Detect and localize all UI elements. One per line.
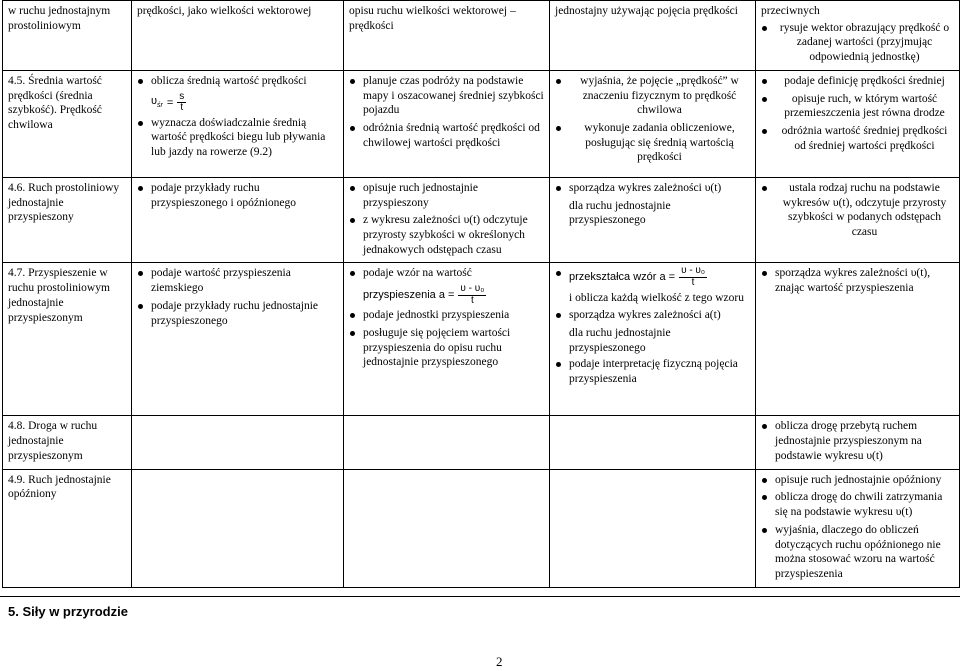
section-divider [0,596,960,597]
level-4-cell [756,177,960,263]
list-item: podaje interpretację fizyczną pojęcia przyspieszenia [555,357,750,386]
topic-cell: 4.6. Ruch prostoliniowy jednostajnie przyspieszony [3,177,132,263]
list-item: planuje czas podróży na podstawie mapy i oszacowanej średniej szybkości pojazdu [349,74,544,118]
list-item: opisuje ruch, w którym wartość przemieszczenia jest równa drodze [761,92,954,121]
level-3-cell [550,70,756,177]
level-3-cell [550,469,756,587]
level-4-cell [756,469,960,587]
list-item: podaje przykłady ruchu jednostajnie przyspieszonego [137,299,338,328]
average-speed-formula: $\upsilon_{śr}$ = $\frac{s}{t}$ [151,90,185,114]
table-row [3,1,960,71]
acceleration-formula: przyspieszenia a = $\frac{\text{υ - υ₀}}{t}$ [363,283,485,306]
level-1-cell [132,70,344,177]
list-item: ustala rodzaj ruchu na podstawie wykresów υ(t), odczytuje przyrosty szybkości w podanych odstępach czasu [761,181,954,240]
table-row [3,263,960,416]
level-4-cell [756,70,960,177]
level-4-cell [756,416,960,469]
list-item: wykonuje zadania obliczeniowe, posługując się średnią wartością prędkości [555,121,750,165]
list-item: oblicza drogę do chwili zatrzymania się na podstawie wykresu υ(t) [761,490,954,519]
table-row [3,469,960,587]
table-row [3,70,960,177]
level-3-cell: jednostajny używając pojęcia prędkości [550,1,756,71]
level-4-cell: przeciwnych rysuje wektor obrazujący prędkość o zadanej wartości (przyjmując odpowiednią jednostkę) [756,1,960,71]
page-number: 2 [496,654,503,669]
level-2-cell [344,263,550,416]
level-4-cell [756,263,960,416]
list-item: podaje definicję prędkości średniej [761,74,954,89]
list-item: podaje wzór na wartość [349,266,544,281]
list-item: wyznacza doświadczalnie średnią wartość prędkości biegu lub pływania lub jazdy na rowerze (9.2) [137,116,338,160]
list-item: podaje przykłady ruchu przyspieszonego i opóźnionego [137,181,338,210]
topic-cell: w ruchu jednostajnym prostoliniowym [3,1,132,71]
list-item: opisuje ruch jednostajnie opóźniony [761,473,954,488]
topic-cell: 4.7. Przyspieszenie w ruchu prostoliniowym jednostajnie przyspieszonym [3,263,132,416]
list-item: wyjaśnia, że pojęcie „prędkość” w znaczeniu fizycznym to prędkość chwilowa [555,74,750,118]
list-item: rysuje wektor obrazujący prędkość o zadanej wartości (przyjmując odpowiednią jednostkę) [761,21,954,65]
list-item: sporządza wykres zależności υ(t) [555,181,750,196]
list-item: wyjaśnia, dlaczego do obliczeń dotyczących ruchu opóźnionego nie można stosować wzoru na wartość przyspieszenia [761,523,954,582]
section-title: 5. Siły w przyrodzie [8,604,128,619]
level-2-cell [344,177,550,263]
level-2-cell [344,416,550,469]
list-item: podaje jednostki przyspieszenia [349,308,544,323]
list-item: sporządza wykres zależności υ(t), znając wartość przyspieszenia [761,266,954,295]
curriculum-table [2,0,960,588]
table-row [3,416,960,469]
list-item: oblicza średnią wartość prędkości [137,74,338,89]
list-item: opisuje ruch jednostajnie przyspieszony [349,181,544,210]
list-item: posługuje się pojęciem wartości przyspieszenia do opisu ruchu jednostajnie przyspieszonego [349,326,544,370]
level-1-cell [132,263,344,416]
level-1-cell: prędkości, jako wielkości wektorowej [132,1,344,71]
topic-cell: 4.9. Ruch jednostajnie opóźniony [3,469,132,587]
list-item: oblicza drogę przebytą ruchem jednostajnie przyspieszonym na podstawie wykresu υ(t) [761,419,954,463]
list-item: z wykresu zależności υ(t) odczytuje przyrosty szybkości w określonych jednakowych odstępach czasu [349,213,544,257]
level-2-cell: opisu ruchu wielkości wektorowej – prędkości [344,1,550,71]
topic-cell: 4.8. Droga w ruchu jednostajnie przyspieszonym [3,416,132,469]
list-item: odróżnia średnią wartość prędkości od chwilowej wartości prędkości [349,121,544,150]
list-item: przekształca wzór a = $\frac{\text{υ - υ₀}}{t}$ [555,266,750,288]
level-3-cell: sporządza wykres zależności υ(t) dla ruchu jednostajnie przyspieszonego [550,177,756,263]
level-2-cell [344,469,550,587]
level-2-cell [344,70,550,177]
topic-cell: 4.5. Średnia wartość prędkości (średnia szybkość). Prędkość chwilowa [3,70,132,177]
level-1-cell [132,177,344,263]
level-1-cell [132,469,344,587]
list-item: odróżnia wartość średniej prędkości od średniej wartości prędkości [761,124,954,153]
list-item: sporządza wykres zależności a(t) [555,308,750,323]
level-3-cell: przekształca wzór a = $\frac{\text{υ - υ₀}}{t}$ i oblicza każdą wielkość z tego wzoru sporządza wykres zależności a(t) dla ruchu jednostajnie przyspieszonego podaje interpretację fizyczną pojęcia przyspieszenia [550,263,756,416]
list-item: podaje wartość przyspieszenia ziemskiego [137,266,338,295]
table-row [3,177,960,263]
level-3-cell [550,416,756,469]
level-1-cell [132,416,344,469]
